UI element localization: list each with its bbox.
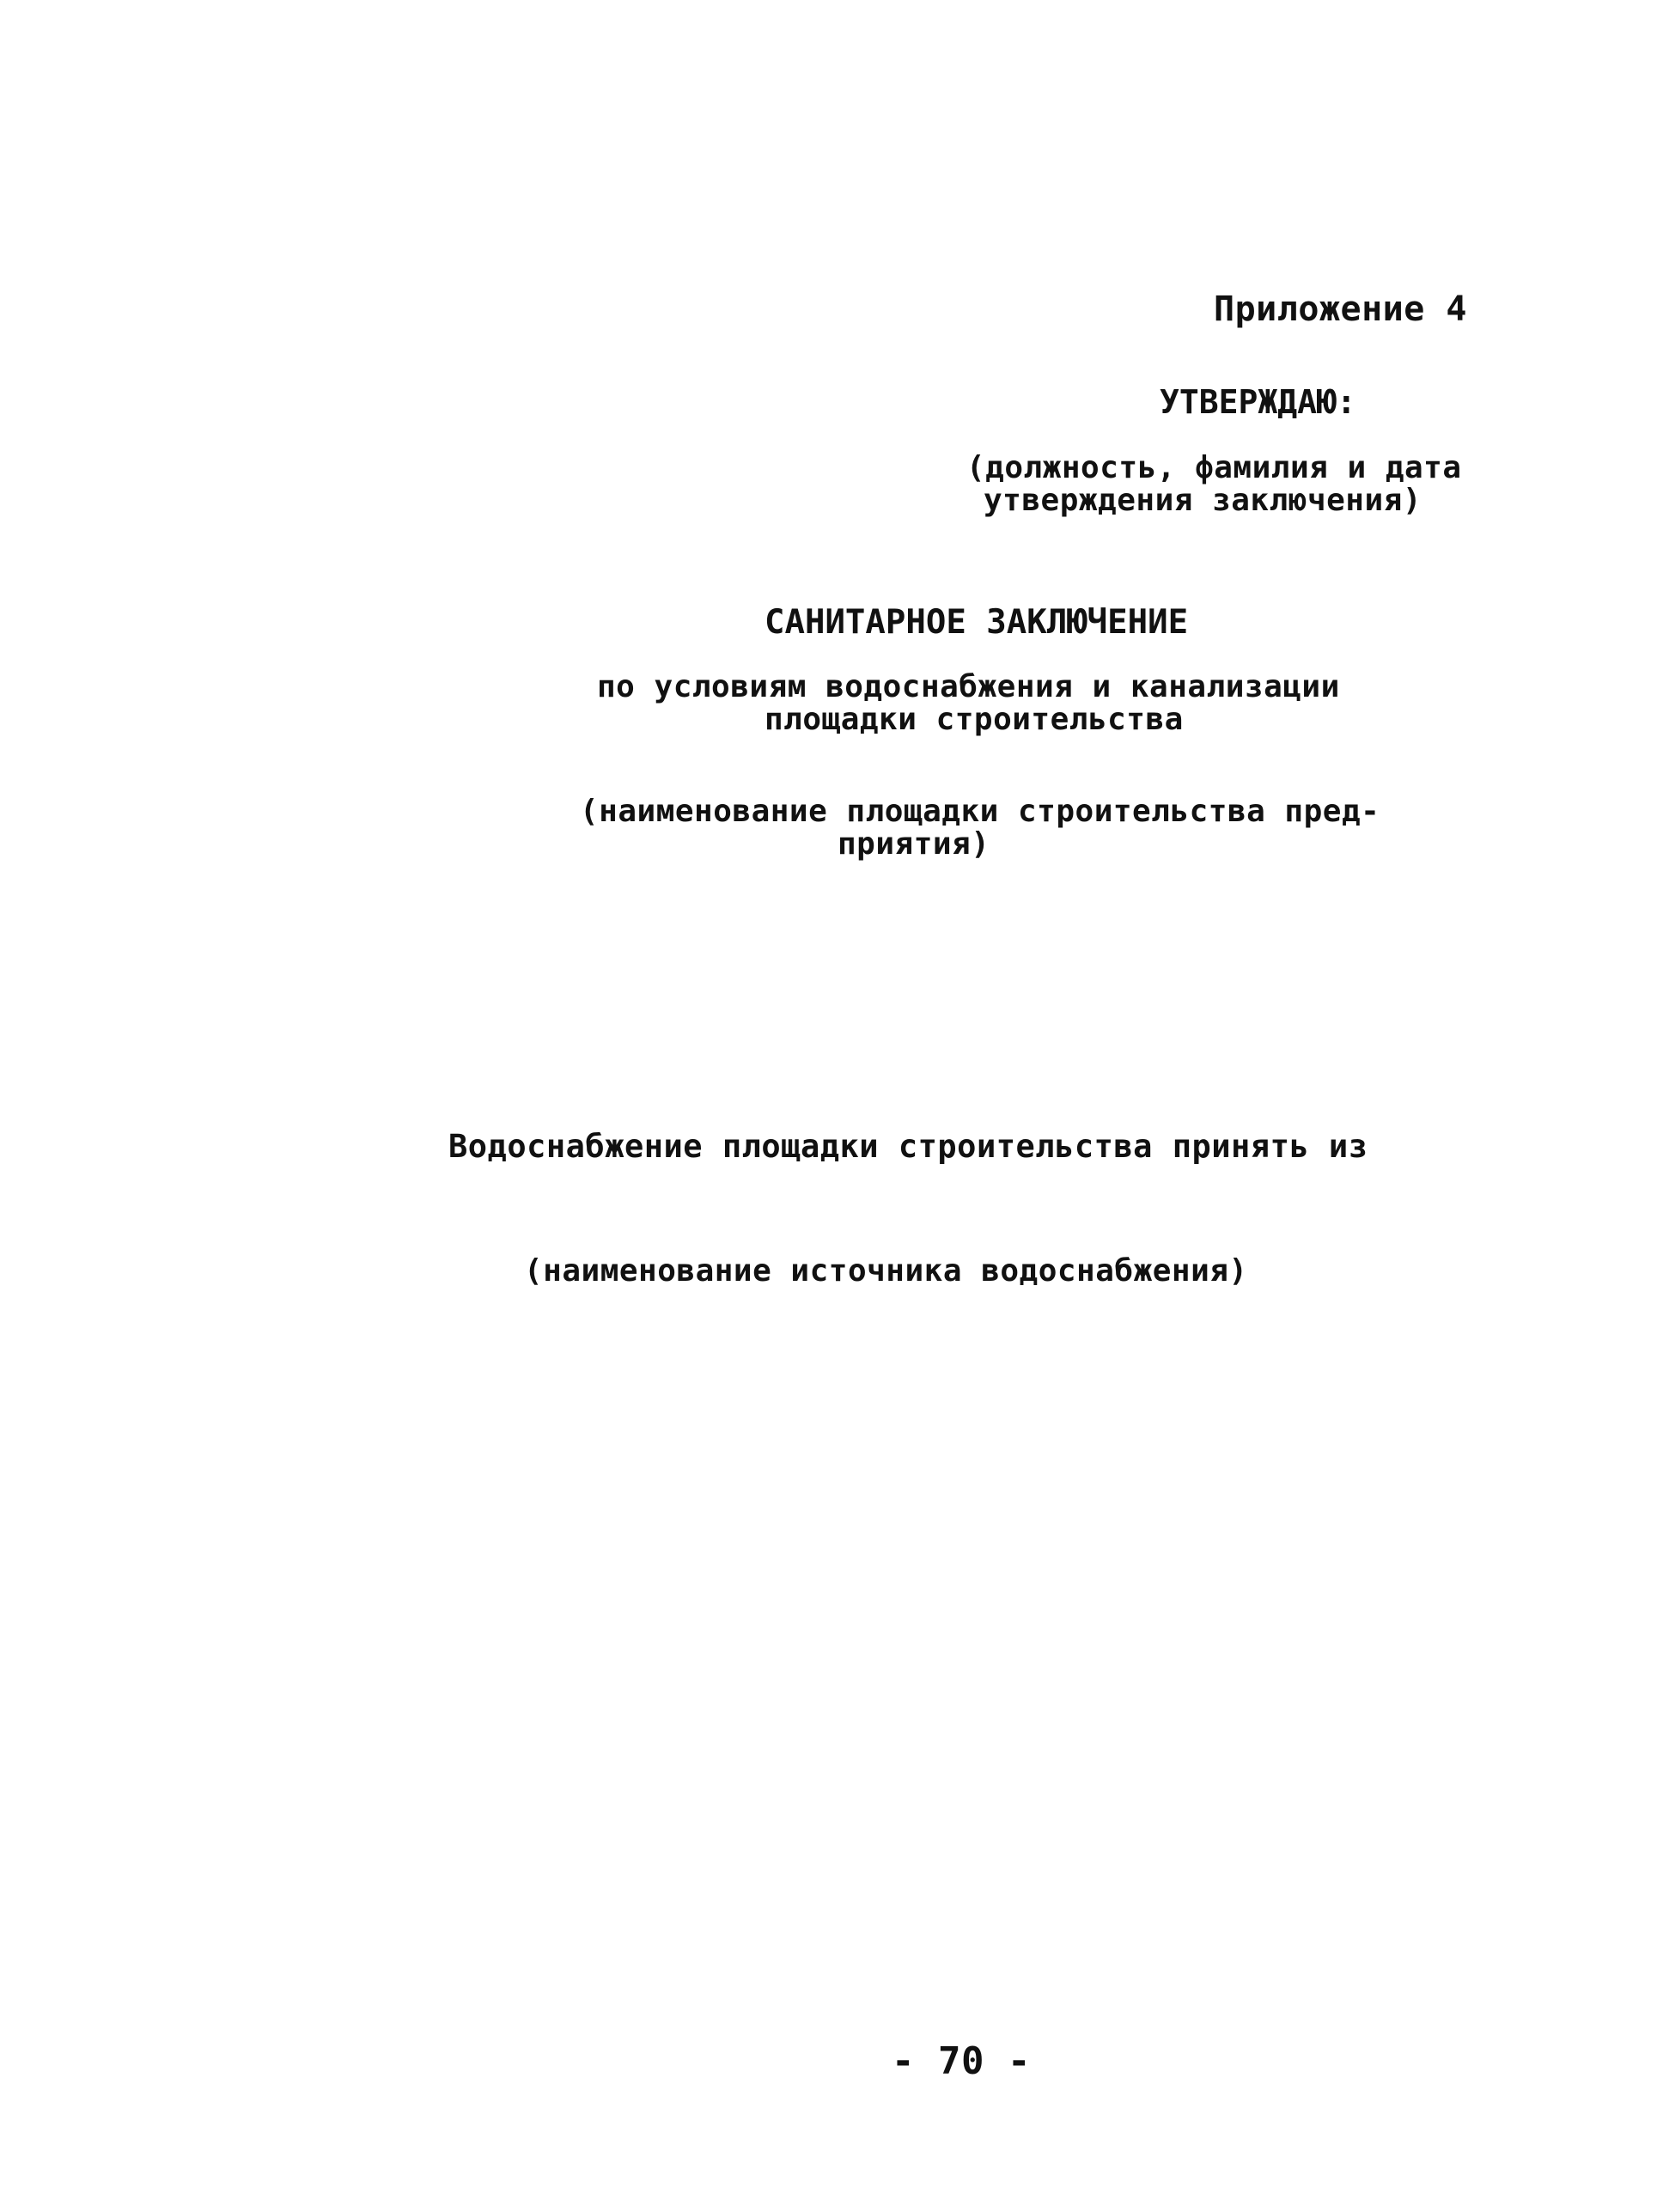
subtitle-line2: площадки строительства — [765, 702, 1184, 737]
appendix-label: Приложение 4 — [1214, 289, 1467, 329]
site-note-line1: (наименование площадки строительства пред- — [580, 794, 1380, 829]
subtitle-line1: по условиям водоснабжения и канализации — [597, 669, 1340, 704]
body-text-line1: Водоснабжение площадки строительства принять из — [448, 1128, 1368, 1165]
document-title: САНИТАРНОЕ ЗАКЛЮЧЕНИЕ — [765, 603, 1189, 642]
approve-note-line1: (должность, фамилия и дата — [966, 450, 1462, 485]
site-note-line2: приятия) — [838, 826, 990, 862]
source-note: (наименование источника водоснабжения) — [524, 1253, 1248, 1289]
page-number: - 70 - — [892, 2039, 1031, 2083]
approve-label: УТВЕРЖДАЮ: — [1160, 383, 1356, 421]
approve-note-line2: утверждения заключения) — [984, 483, 1422, 518]
